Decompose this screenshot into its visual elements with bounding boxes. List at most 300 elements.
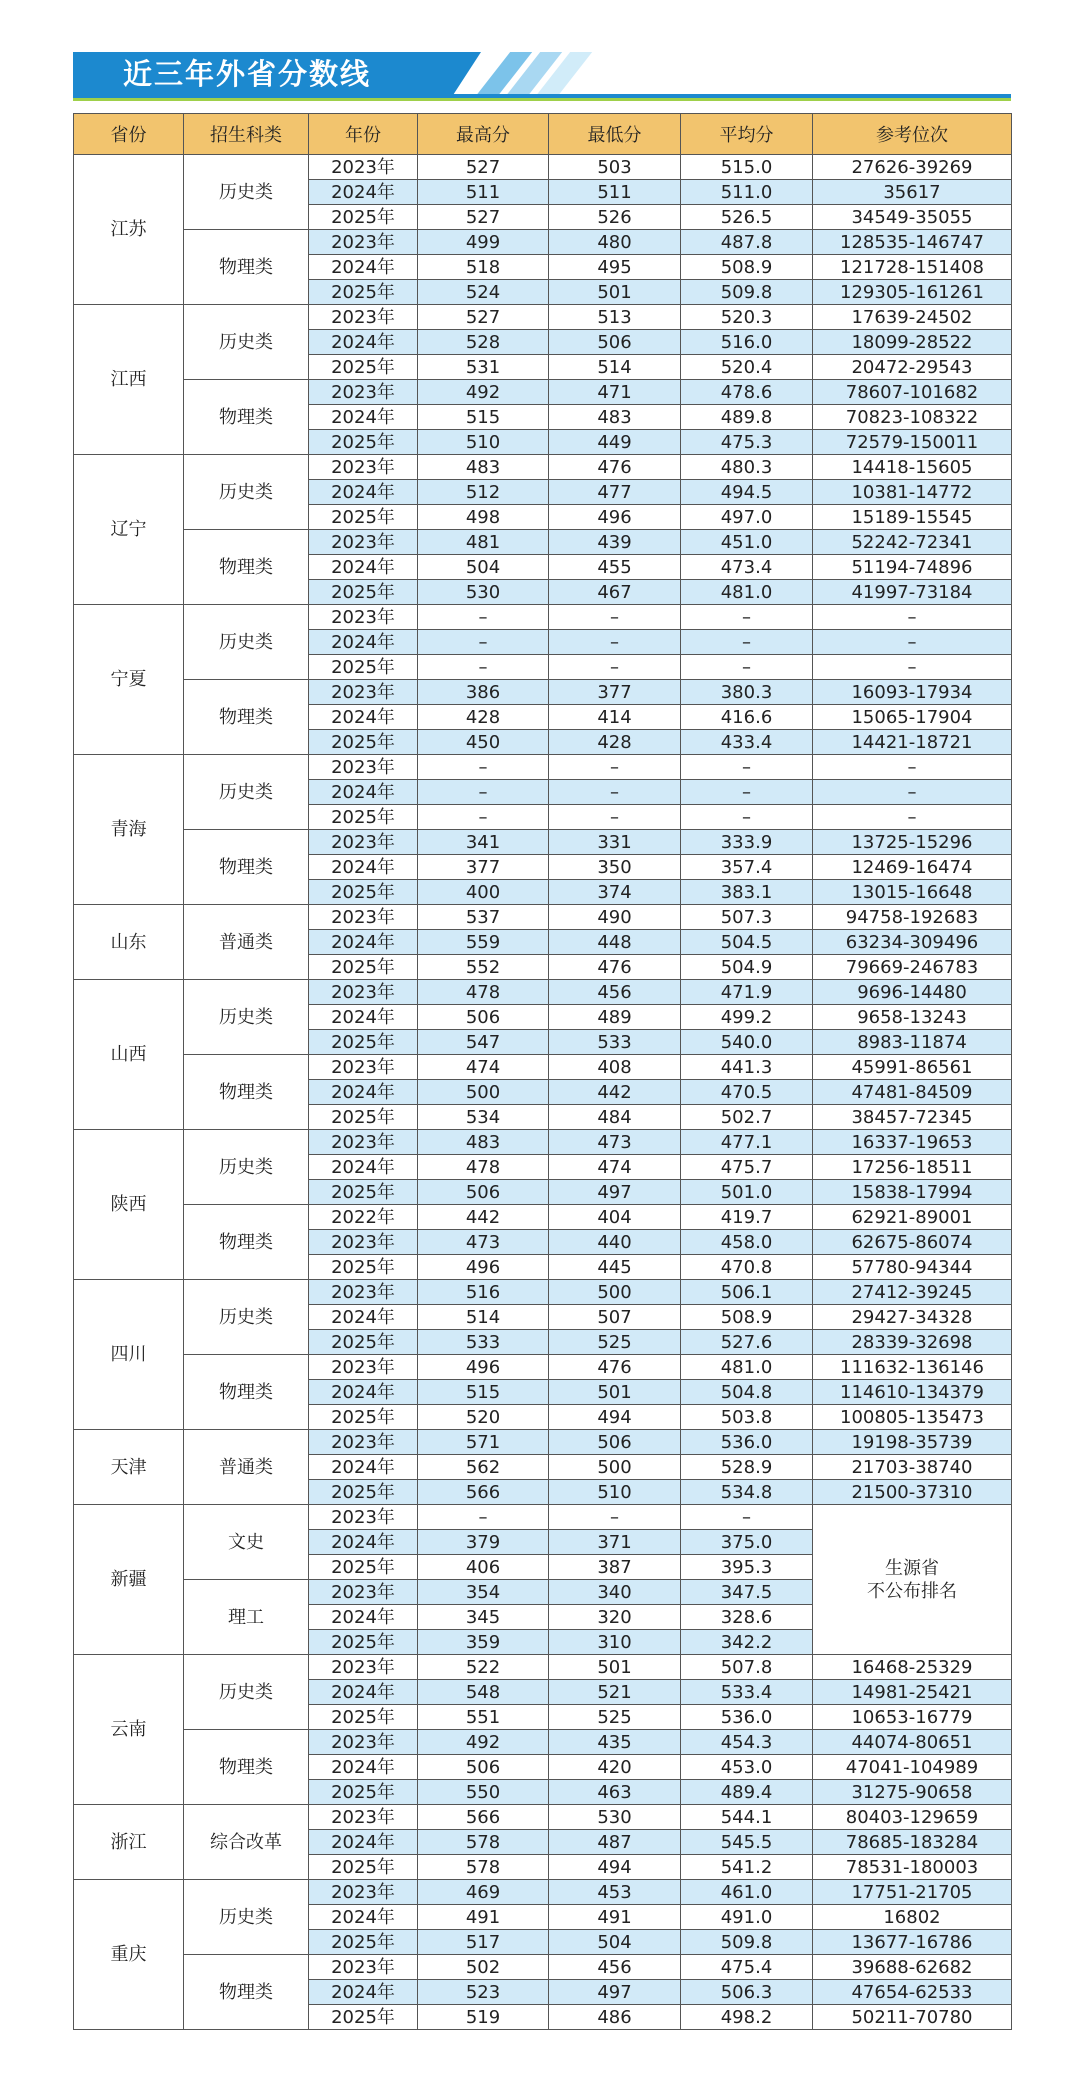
province-cell: 云南 [74, 1655, 184, 1805]
min-score-cell: 463 [549, 1780, 681, 1805]
avg-score-cell: 502.7 [681, 1105, 813, 1130]
rank-cell: 12469-16474 [813, 855, 1012, 880]
rank-cell: 19198-35739 [813, 1430, 1012, 1455]
avg-score-cell: 357.4 [681, 855, 813, 880]
max-score-cell: 552 [418, 955, 549, 980]
max-score-cell: 379 [418, 1530, 549, 1555]
min-score-cell: 440 [549, 1230, 681, 1255]
max-score-cell: 506 [418, 1005, 549, 1030]
max-score-cell: 428 [418, 705, 549, 730]
max-score-cell: 510 [418, 430, 549, 455]
rank-cell: 28339-32698 [813, 1330, 1012, 1355]
max-score-cell: 566 [418, 1805, 549, 1830]
min-score-cell: 480 [549, 230, 681, 255]
category-cell: 物理类 [184, 1355, 309, 1430]
min-score-cell: 473 [549, 1130, 681, 1155]
max-score-cell: 527 [418, 205, 549, 230]
table-row [74, 305, 1012, 330]
category-cell: 理工 [184, 1580, 309, 1655]
avg-score-cell: 491.0 [681, 1905, 813, 1930]
avg-score-cell: 545.5 [681, 1830, 813, 1855]
max-score-cell: 537 [418, 905, 549, 930]
max-score-cell: 511 [418, 180, 549, 205]
max-score-cell: 481 [418, 530, 549, 555]
avg-score-cell: 451.0 [681, 530, 813, 555]
avg-score-cell: 526.5 [681, 205, 813, 230]
max-score-cell: – [418, 780, 549, 805]
province-cell: 四川 [74, 1280, 184, 1430]
year-cell: 2025年 [309, 1705, 418, 1730]
table-row [74, 1130, 1012, 1155]
min-score-cell: 521 [549, 1680, 681, 1705]
year-cell: 2023年 [309, 230, 418, 255]
min-score-cell: 491 [549, 1905, 681, 1930]
year-cell: 2025年 [309, 1180, 418, 1205]
rank-cell: 100805-135473 [813, 1405, 1012, 1430]
category-cell: 物理类 [184, 380, 309, 455]
min-score-cell: 476 [549, 455, 681, 480]
table-row [74, 1880, 1012, 1905]
province-cell: 江西 [74, 305, 184, 455]
header-category: 招生科类 [184, 114, 309, 155]
table-row [74, 605, 1012, 630]
province-cell: 辽宁 [74, 455, 184, 605]
year-cell: 2023年 [309, 305, 418, 330]
category-cell: 历史类 [184, 1130, 309, 1205]
year-cell: 2024年 [309, 405, 418, 430]
rank-cell: 15065-17904 [813, 705, 1012, 730]
table-row [74, 380, 1012, 405]
max-score-cell: 506 [418, 1755, 549, 1780]
min-score-cell: – [549, 780, 681, 805]
avg-score-cell: 481.0 [681, 580, 813, 605]
avg-score-cell: 528.9 [681, 1455, 813, 1480]
max-score-cell: 533 [418, 1330, 549, 1355]
year-cell: 2025年 [309, 655, 418, 680]
min-score-cell: 435 [549, 1730, 681, 1755]
rank-cell: 47654-62533 [813, 1980, 1012, 2005]
avg-score-cell: 503.8 [681, 1405, 813, 1430]
max-score-cell: 534 [418, 1105, 549, 1130]
year-cell: 2023年 [309, 1955, 418, 1980]
table-row [74, 1805, 1012, 1830]
max-score-cell: 562 [418, 1455, 549, 1480]
avg-score-cell: 520.4 [681, 355, 813, 380]
year-cell: 2025年 [309, 1255, 418, 1280]
avg-score-cell: 441.3 [681, 1055, 813, 1080]
max-score-cell: 500 [418, 1080, 549, 1105]
rank-cell: 57780-94344 [813, 1255, 1012, 1280]
year-cell: 2025年 [309, 280, 418, 305]
min-score-cell: 474 [549, 1155, 681, 1180]
rank-cell: 52242-72341 [813, 530, 1012, 555]
rank-cell: 128535-146747 [813, 230, 1012, 255]
avg-score-cell: 475.4 [681, 1955, 813, 1980]
rank-cell: 14418-15605 [813, 455, 1012, 480]
table-row [74, 1655, 1012, 1680]
year-cell: 2024年 [309, 330, 418, 355]
max-score-cell: – [418, 605, 549, 630]
category-cell: 物理类 [184, 1205, 309, 1280]
min-score-cell: – [549, 805, 681, 830]
max-score-cell: 517 [418, 1930, 549, 1955]
year-cell: 2024年 [309, 1755, 418, 1780]
year-cell: 2025年 [309, 730, 418, 755]
rank-cell: 111632-136146 [813, 1355, 1012, 1380]
rank-cell: 15838-17994 [813, 1180, 1012, 1205]
table-row [74, 455, 1012, 480]
rank-cell: 16093-17934 [813, 680, 1012, 705]
rank-cell: 62675-86074 [813, 1230, 1012, 1255]
max-score-cell: 504 [418, 555, 549, 580]
year-cell: 2024年 [309, 555, 418, 580]
min-score-cell: 510 [549, 1480, 681, 1505]
year-cell: 2024年 [309, 1680, 418, 1705]
max-score-cell: 483 [418, 455, 549, 480]
max-score-cell: 551 [418, 1705, 549, 1730]
min-score-cell: – [549, 605, 681, 630]
rank-cell: 15189-15545 [813, 505, 1012, 530]
min-score-cell: 506 [549, 330, 681, 355]
year-cell: 2024年 [309, 1905, 418, 1930]
min-score-cell: 456 [549, 1955, 681, 1980]
avg-score-cell: 477.1 [681, 1130, 813, 1155]
max-score-cell: – [418, 1505, 549, 1530]
year-cell: 2023年 [309, 905, 418, 930]
max-score-cell: 499 [418, 230, 549, 255]
rank-cell: 16337-19653 [813, 1130, 1012, 1155]
table-header-row [74, 114, 1012, 155]
year-cell: 2025年 [309, 430, 418, 455]
avg-score-cell: 328.6 [681, 1605, 813, 1630]
rank-cell: 47481-84509 [813, 1080, 1012, 1105]
avg-score-cell: 473.4 [681, 555, 813, 580]
avg-score-cell: 478.6 [681, 380, 813, 405]
rank-cell: 13015-16648 [813, 880, 1012, 905]
max-score-cell: 478 [418, 980, 549, 1005]
avg-score-cell: – [681, 630, 813, 655]
avg-score-cell: 471.9 [681, 980, 813, 1005]
year-cell: 2023年 [309, 1130, 418, 1155]
avg-score-cell: 507.8 [681, 1655, 813, 1680]
rank-cell: – [813, 655, 1012, 680]
max-score-cell: 496 [418, 1255, 549, 1280]
avg-score-cell: – [681, 755, 813, 780]
avg-score-cell: 333.9 [681, 830, 813, 855]
rank-cell: 47041-104989 [813, 1755, 1012, 1780]
year-cell: 2025年 [309, 1780, 418, 1805]
category-cell: 综合改革 [184, 1805, 309, 1880]
year-cell: 2023年 [309, 1880, 418, 1905]
max-score-cell: 524 [418, 280, 549, 305]
rank-cell: 78607-101682 [813, 380, 1012, 405]
min-score-cell: 477 [549, 480, 681, 505]
year-cell: 2024年 [309, 1980, 418, 2005]
category-cell: 历史类 [184, 755, 309, 830]
year-cell: 2025年 [309, 2005, 418, 2030]
category-cell: 历史类 [184, 980, 309, 1055]
avg-score-cell: 470.8 [681, 1255, 813, 1280]
table-row [74, 1505, 1012, 1530]
year-cell: 2025年 [309, 1405, 418, 1430]
rank-cell: 18099-28522 [813, 330, 1012, 355]
year-cell: 2025年 [309, 805, 418, 830]
max-score-cell: 341 [418, 830, 549, 855]
table-row [74, 230, 1012, 255]
table-row [74, 980, 1012, 1005]
max-score-cell: 492 [418, 380, 549, 405]
min-score-cell: 506 [549, 1430, 681, 1455]
table-row [74, 830, 1012, 855]
max-score-cell: 442 [418, 1205, 549, 1230]
avg-score-cell: – [681, 655, 813, 680]
rank-cell: 114610-134379 [813, 1380, 1012, 1405]
rank-cell: 121728-151408 [813, 255, 1012, 280]
min-score-cell: 320 [549, 1605, 681, 1630]
year-cell: 2023年 [309, 980, 418, 1005]
avg-score-cell: 501.0 [681, 1180, 813, 1205]
year-cell: 2025年 [309, 355, 418, 380]
year-cell: 2023年 [309, 1280, 418, 1305]
max-score-cell: 515 [418, 405, 549, 430]
min-score-cell: 495 [549, 255, 681, 280]
header-avg-score: 平均分 [681, 114, 813, 155]
year-cell: 2023年 [309, 455, 418, 480]
year-cell: 2025年 [309, 580, 418, 605]
year-cell: 2024年 [309, 705, 418, 730]
year-cell: 2023年 [309, 1730, 418, 1755]
max-score-cell: – [418, 755, 549, 780]
max-score-cell: 548 [418, 1680, 549, 1705]
year-cell: 2024年 [309, 480, 418, 505]
min-score-cell: 442 [549, 1080, 681, 1105]
category-cell: 物理类 [184, 1055, 309, 1130]
min-score-cell: 471 [549, 380, 681, 405]
rank-cell: 14981-25421 [813, 1680, 1012, 1705]
year-cell: 2024年 [309, 1380, 418, 1405]
avg-score-cell: 454.3 [681, 1730, 813, 1755]
max-score-cell: 506 [418, 1180, 549, 1205]
min-score-cell: 513 [549, 305, 681, 330]
avg-score-cell: 458.0 [681, 1230, 813, 1255]
province-cell: 山东 [74, 905, 184, 980]
rank-cell: 31275-90658 [813, 1780, 1012, 1805]
min-score-cell: 500 [549, 1280, 681, 1305]
min-score-cell: 489 [549, 1005, 681, 1030]
table-row [74, 1205, 1012, 1230]
max-score-cell: 491 [418, 1905, 549, 1930]
category-cell: 历史类 [184, 455, 309, 530]
rank-cell: – [813, 605, 1012, 630]
table-row [74, 1280, 1012, 1305]
max-score-cell: 518 [418, 255, 549, 280]
min-score-cell: – [549, 655, 681, 680]
rank-cell: – [813, 630, 1012, 655]
rank-cell: 13725-15296 [813, 830, 1012, 855]
avg-score-cell: 470.5 [681, 1080, 813, 1105]
category-cell: 物理类 [184, 1730, 309, 1805]
avg-score-cell: – [681, 605, 813, 630]
max-score-cell: 512 [418, 480, 549, 505]
table-row [74, 530, 1012, 555]
year-cell: 2024年 [309, 1305, 418, 1330]
min-score-cell: 501 [549, 1655, 681, 1680]
year-cell: 2024年 [309, 1155, 418, 1180]
year-cell: 2023年 [309, 380, 418, 405]
avg-score-cell: 494.5 [681, 480, 813, 505]
year-cell: 2024年 [309, 1830, 418, 1855]
avg-score-cell: 508.9 [681, 1305, 813, 1330]
min-score-cell: 487 [549, 1830, 681, 1855]
rank-cell: 17256-18511 [813, 1155, 1012, 1180]
max-score-cell: 473 [418, 1230, 549, 1255]
rank-cell: 10653-16779 [813, 1705, 1012, 1730]
min-score-cell: 331 [549, 830, 681, 855]
province-cell: 天津 [74, 1430, 184, 1505]
year-cell: 2025年 [309, 205, 418, 230]
avg-score-cell: – [681, 780, 813, 805]
year-cell: 2025年 [309, 1630, 418, 1655]
year-cell: 2025年 [309, 505, 418, 530]
year-cell: 2023年 [309, 605, 418, 630]
rank-cell: 27626-39269 [813, 155, 1012, 180]
max-score-cell: 527 [418, 155, 549, 180]
max-score-cell: 559 [418, 930, 549, 955]
min-score-cell: 497 [549, 1180, 681, 1205]
avg-score-cell: 480.3 [681, 455, 813, 480]
category-cell: 历史类 [184, 155, 309, 230]
rank-cell: 72579-150011 [813, 430, 1012, 455]
category-cell: 历史类 [184, 305, 309, 380]
max-score-cell: 502 [418, 1955, 549, 1980]
year-cell: 2025年 [309, 1555, 418, 1580]
year-cell: 2024年 [309, 1530, 418, 1555]
min-score-cell: 490 [549, 905, 681, 930]
max-score-cell: 578 [418, 1830, 549, 1855]
rank-cell: 78685-183284 [813, 1830, 1012, 1855]
max-score-cell: 566 [418, 1480, 549, 1505]
rank-cell: 14421-18721 [813, 730, 1012, 755]
rank-cell: 10381-14772 [813, 480, 1012, 505]
year-cell: 2024年 [309, 1080, 418, 1105]
avg-score-cell: 383.1 [681, 880, 813, 905]
year-cell: 2025年 [309, 1855, 418, 1880]
min-score-cell: 494 [549, 1405, 681, 1430]
min-score-cell: 439 [549, 530, 681, 555]
max-score-cell: 345 [418, 1605, 549, 1630]
avg-score-cell: 515.0 [681, 155, 813, 180]
avg-score-cell: 475.3 [681, 430, 813, 455]
category-cell: 物理类 [184, 230, 309, 305]
year-cell: 2024年 [309, 255, 418, 280]
min-score-cell: 467 [549, 580, 681, 605]
avg-score-cell: 489.4 [681, 1780, 813, 1805]
max-score-cell: 528 [418, 330, 549, 355]
max-score-cell: 406 [418, 1555, 549, 1580]
max-score-cell: 523 [418, 1980, 549, 2005]
max-score-cell: 386 [418, 680, 549, 705]
avg-score-cell: 453.0 [681, 1755, 813, 1780]
category-cell: 历史类 [184, 605, 309, 680]
min-score-cell: 408 [549, 1055, 681, 1080]
max-score-cell: 578 [418, 1855, 549, 1880]
year-cell: 2023年 [309, 1430, 418, 1455]
max-score-cell: – [418, 630, 549, 655]
table-row [74, 1730, 1012, 1755]
province-cell: 青海 [74, 755, 184, 905]
avg-score-cell: 380.3 [681, 680, 813, 705]
min-score-cell: 377 [549, 680, 681, 705]
rank-cell: 45991-86561 [813, 1055, 1012, 1080]
avg-score-cell: 395.3 [681, 1555, 813, 1580]
avg-score-cell: 541.2 [681, 1855, 813, 1880]
year-cell: 2024年 [309, 855, 418, 880]
year-cell: 2023年 [309, 1505, 418, 1530]
rank-cell: 9696-14480 [813, 980, 1012, 1005]
max-score-cell: – [418, 805, 549, 830]
max-score-cell: 520 [418, 1405, 549, 1430]
rank-cell: 62921-89001 [813, 1205, 1012, 1230]
min-score-cell: 404 [549, 1205, 681, 1230]
min-score-cell: 504 [549, 1930, 681, 1955]
year-cell: 2024年 [309, 630, 418, 655]
year-cell: 2025年 [309, 1480, 418, 1505]
rank-cell: 80403-129659 [813, 1805, 1012, 1830]
rank-cell: 78531-180003 [813, 1855, 1012, 1880]
min-score-cell: 310 [549, 1630, 681, 1655]
year-cell: 2025年 [309, 880, 418, 905]
avg-score-cell: 504.8 [681, 1380, 813, 1405]
year-cell: 2023年 [309, 1805, 418, 1830]
year-cell: 2023年 [309, 680, 418, 705]
avg-score-cell: 375.0 [681, 1530, 813, 1555]
min-score-cell: 501 [549, 280, 681, 305]
rank-cell: 34549-35055 [813, 205, 1012, 230]
rank-cell: 17639-24502 [813, 305, 1012, 330]
avg-score-cell: 497.0 [681, 505, 813, 530]
avg-score-cell: 520.3 [681, 305, 813, 330]
rank-cell: 9658-13243 [813, 1005, 1012, 1030]
max-score-cell: 530 [418, 580, 549, 605]
table-row [74, 1955, 1012, 1980]
max-score-cell: 469 [418, 1880, 549, 1905]
min-score-cell: 500 [549, 1455, 681, 1480]
min-score-cell: 483 [549, 405, 681, 430]
rank-cell: 20472-29543 [813, 355, 1012, 380]
year-cell: 2023年 [309, 1355, 418, 1380]
min-score-cell: 507 [549, 1305, 681, 1330]
min-score-cell: – [549, 755, 681, 780]
min-score-cell: 496 [549, 505, 681, 530]
avg-score-cell: 489.8 [681, 405, 813, 430]
year-cell: 2022年 [309, 1205, 418, 1230]
header-min-score: 最低分 [549, 114, 681, 155]
avg-score-cell: 507.3 [681, 905, 813, 930]
min-score-cell: 449 [549, 430, 681, 455]
year-cell: 2025年 [309, 1930, 418, 1955]
max-score-cell: 400 [418, 880, 549, 905]
province-cell: 重庆 [74, 1880, 184, 2030]
category-cell: 普通类 [184, 1430, 309, 1505]
avg-score-cell: 544.1 [681, 1805, 813, 1830]
category-cell: 普通类 [184, 905, 309, 980]
min-score-cell: 420 [549, 1755, 681, 1780]
min-score-cell: 374 [549, 880, 681, 905]
province-cell: 陕西 [74, 1130, 184, 1280]
avg-score-cell: 504.5 [681, 930, 813, 955]
category-cell: 历史类 [184, 1655, 309, 1730]
min-score-cell: 476 [549, 1355, 681, 1380]
